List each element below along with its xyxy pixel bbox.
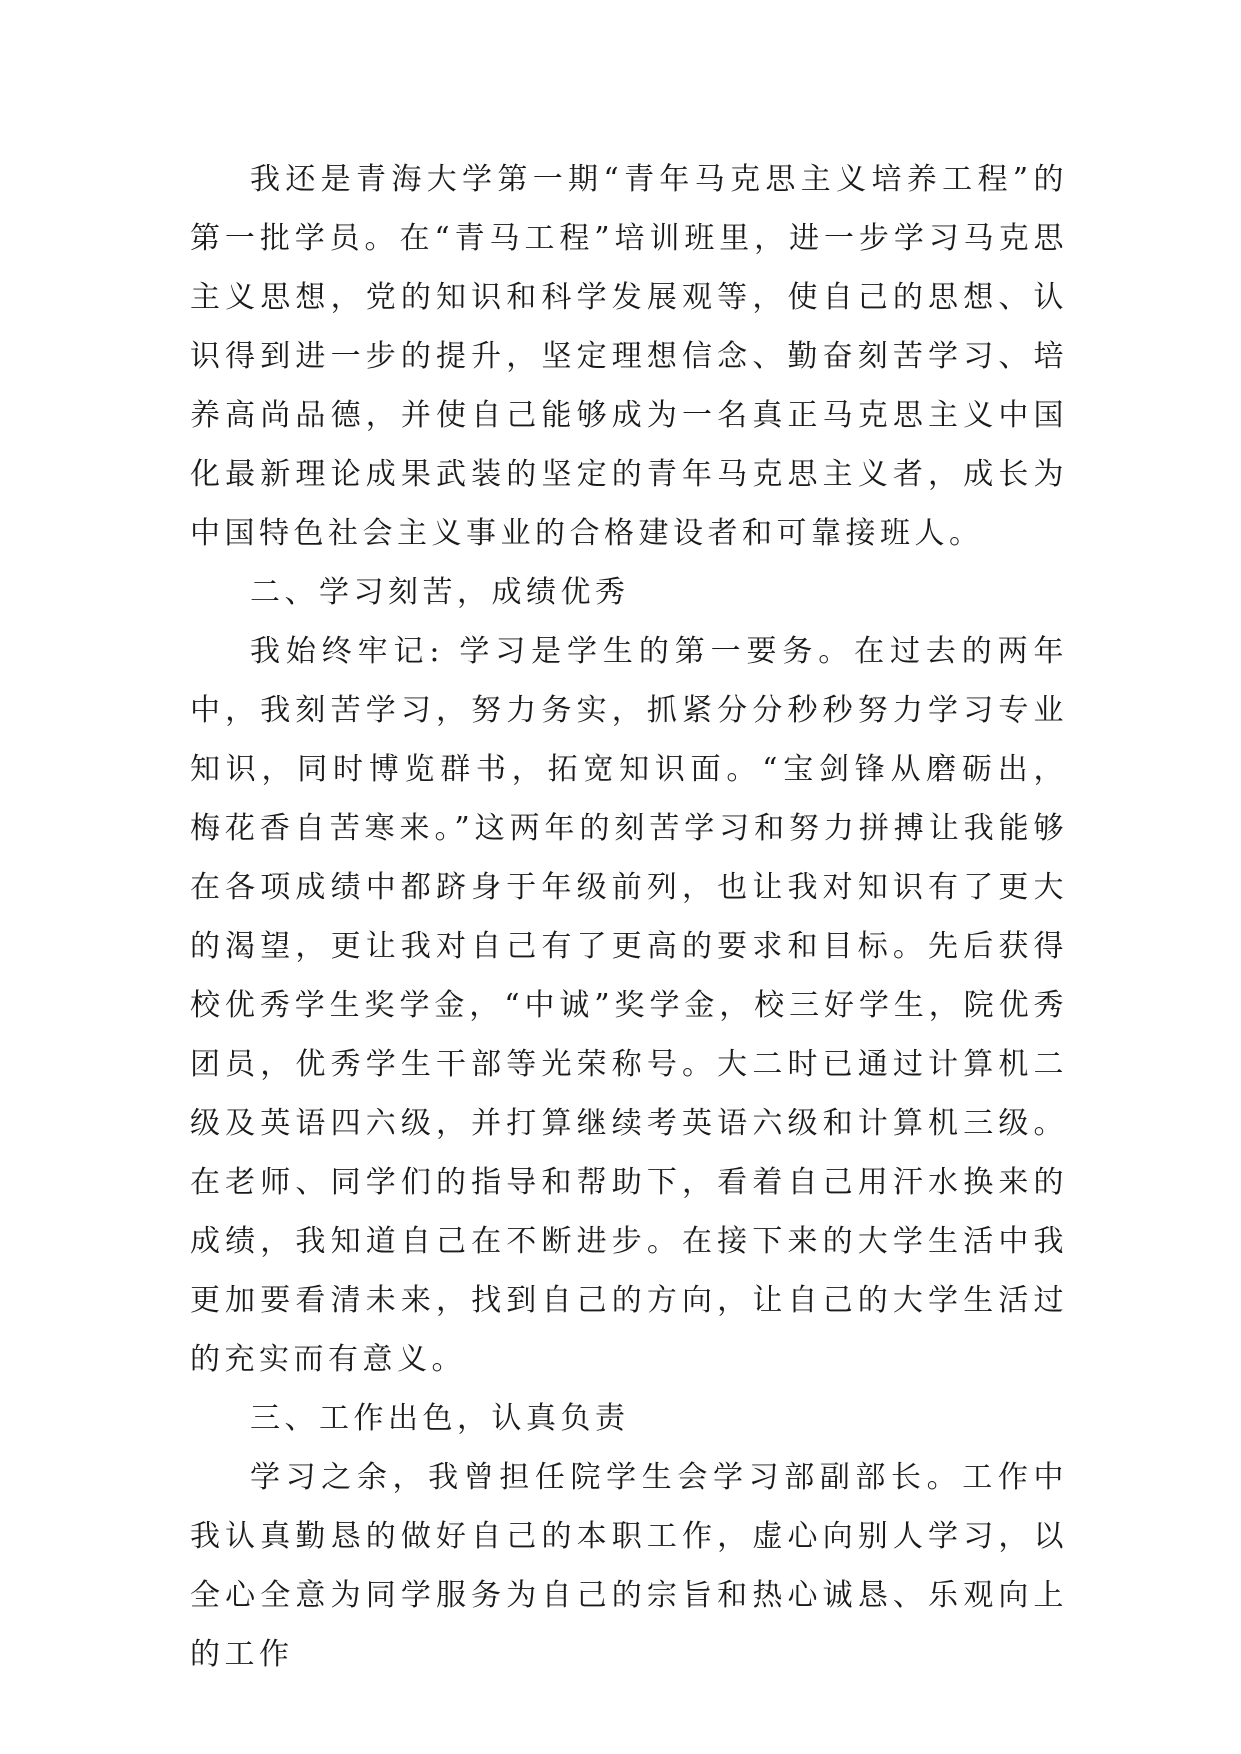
paragraph-qingma-program: 我还是青海大学第一期“青年马克思主义培养工程”的第一批学员。在“青马工程”培训班里，进一步学习马克思主义思想，党的知识和科学发展观等，使自己的思想、认识得到进一步的提升，坚定理想信念、勤奋刻苦学习、培养高尚品德，并使自己能够成为一名真正马克思主义中国化最新理论成果武装的坚定的青年马克思主义者，成长为中国特色社会主义事业的合格建设者和可靠接班人。 <box>190 162 1068 551</box>
section-heading-work: 三、工作出色，认真负责 <box>250 1401 630 1436</box>
section-heading-study: 二、学习刻苦，成绩优秀 <box>250 575 630 610</box>
paragraph-work-duties: 学习之余，我曾担任院学生会学习部副部长。工作中我认真勤恳的做好自己的本职工作，虚心向别人学习，以全心全意为同学服务为自己的宗旨和热心诚恳、乐观向上的工作 <box>190 1460 1068 1672</box>
document-page <box>190 150 1068 1684</box>
paragraph-study-achievements: 我始终牢记: 学习是学生的第一要务。在过去的两年中，我刻苦学习，努力务实，抓紧分分秒秒努力学习专业知识，同时博览群书，拓宽知识面。“宝剑锋从磨砺出，梅花香自苦寒来。”这两年的刻苦学习和努力拼搏让我能够在各项成绩中都跻身于年级前列，也让我对知识有了更大的渴望，更让我对自己有了更高的要求和目标。先后获得校优秀学生奖学金，“中诚”奖学金，校三好学生，院优秀团员，优秀学生干部等光荣称号。大二时已通过计算机二级及英语四六级，并打算继续考英语六级和计算机三级。在老师、同学们的指导和帮助下，看着自己用汗水换来的成绩，我知道自己在不断进步。在接下来的大学生活中我更加要看清未来，找到自己的方向，让自己的大学生活过的充实而有意义。 <box>190 634 1068 1377</box>
